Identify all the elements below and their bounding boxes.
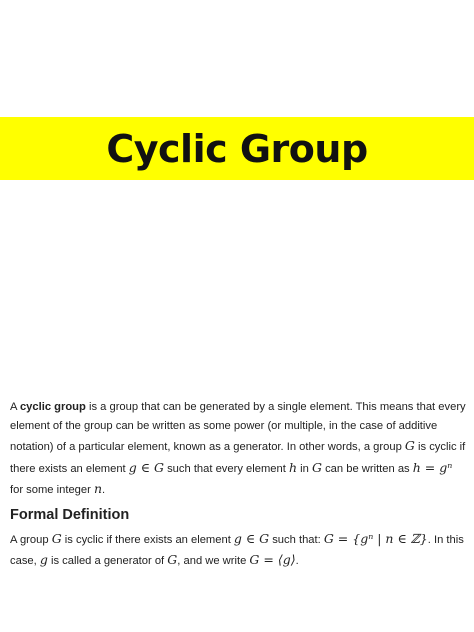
math-symbol: G (167, 552, 178, 568)
math-expression: h = gⁿ (412, 459, 453, 475)
math-symbol: G (404, 438, 415, 454)
math-symbol: h (288, 459, 298, 475)
intro-text: is a group that can be generated by a single element. This means that every element of the group can be written as some power (or multiple, in the case of additive notation) of a particular element, known as a generator. In other words, a group (10, 401, 466, 454)
formal-definition-paragraph (10, 529, 468, 571)
formal-text: . In this case, (10, 534, 464, 568)
formal-text: . (295, 555, 299, 568)
title-banner (0, 117, 474, 180)
page-title: Cyclic Group (106, 126, 368, 171)
intro-text: . (102, 483, 106, 496)
math-set-expression: G = {gⁿ | n ∈ ℤ} (323, 531, 428, 547)
math-expression: g ∈ G (128, 459, 164, 475)
formal-text: , and we write (177, 555, 250, 568)
intro-text: in (297, 462, 312, 475)
document-body (10, 398, 468, 571)
intro-paragraph (10, 398, 468, 500)
section-heading: Formal Definition (10, 507, 130, 524)
formal-text: is cyclic if there exists an element (61, 534, 234, 547)
math-expression: g ∈ G (233, 531, 270, 547)
formal-text: is called a generator of (47, 555, 168, 568)
intro-text: is cyclic if there exists an element (10, 441, 466, 475)
math-symbol: G (51, 531, 62, 547)
formal-text: such that: (269, 534, 324, 547)
math-symbol: G (311, 459, 322, 475)
term-cyclic-group: cyclic group (19, 401, 86, 413)
math-symbol: g (39, 552, 48, 568)
intro-text: for some integer (10, 483, 94, 496)
intro-text: A (10, 401, 20, 413)
intro-text: such that every element (163, 462, 289, 475)
formal-text: A group (10, 534, 52, 547)
math-symbol: n (93, 480, 103, 496)
intro-text: can be written as (321, 462, 413, 475)
math-generator-expression: G = ⟨g⟩ (249, 552, 296, 568)
